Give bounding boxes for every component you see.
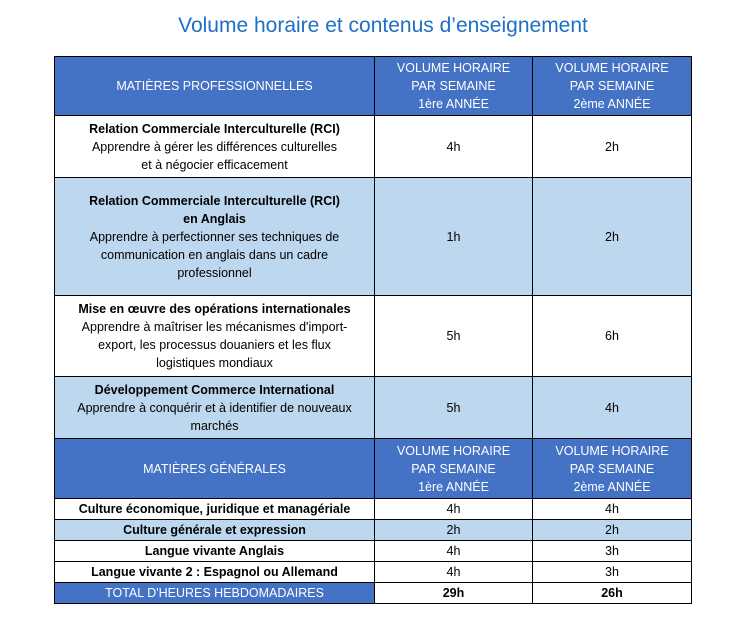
header-line: 2ème ANNÉE [573,479,651,494]
hours-year1: 1h [375,178,533,296]
subject-name: Culture économique, juridique et managériale [55,499,375,520]
header-row-professional [55,57,692,116]
header-line: VOLUME HORAIRE [555,443,669,458]
subject-name: Langue vivante 2 : Espagnol ou Allemand [55,562,375,583]
header-line: PAR SEMAINE [569,79,655,93]
subject-description: marchés [190,418,239,433]
subject-description: et à négocier efficacement [141,157,288,172]
subject-description: Apprendre à perfectionner ses techniques de [89,229,340,244]
subject-description: communication en anglais dans un cadre [100,247,329,262]
header-general-subjects: MATIÈRES GÉNÉRALES [55,439,375,499]
header-volume-year1 [375,439,533,499]
page-title: Volume horaire et contenus d’enseignement [178,14,588,37]
hours-year2: 4h [533,377,692,439]
header-volume-year2 [533,57,692,116]
header-line: PAR SEMAINE [411,79,496,93]
header-volume-year1 [375,57,533,116]
hours-year2: 3h [533,562,692,583]
header-professional-subjects: MATIÈRES PROFESSIONNELLES [55,57,375,116]
subject-cell [55,377,375,439]
subject-cell [55,296,375,377]
table-row [55,377,692,439]
header-line: VOLUME HORAIRE [555,61,669,75]
subject-cell [55,178,375,296]
header-line: VOLUME HORAIRE [396,443,511,458]
total-year1: 29h [375,583,533,604]
hours-year2: 2h [533,178,692,296]
hours-year1: 5h [375,377,533,439]
subject-name: en Anglais [183,211,246,226]
hours-year1: 4h [375,499,533,520]
header-line: PAR SEMAINE [411,461,496,476]
table-row [55,499,692,520]
total-label: TOTAL D'HEURES HEBDOMADAIRES [55,583,375,604]
schedule-table [54,56,692,604]
hours-year2: 2h [533,116,692,178]
header-line: 2ème ANNÉE [573,97,651,111]
subject-description: Apprendre à gérer les différences culturelles [91,139,338,154]
header-volume-year2 [533,439,692,499]
hours-year2: 6h [533,296,692,377]
table-row [55,116,692,178]
table-row [55,296,692,377]
hours-year2: 3h [533,541,692,562]
subject-description: logistiques mondiaux [156,356,273,370]
hours-year2: 2h [533,520,692,541]
subject-cell [55,116,375,178]
subject-description: Apprendre à conquérir et à identifier de nouveaux [77,400,352,415]
subject-name: Développement Commerce International [94,382,335,397]
header-row-general [55,439,692,499]
subject-description: professionnel [177,265,252,280]
subject-name: Culture générale et expression [55,520,375,541]
subject-name: Relation Commerciale Interculturelle (RCI) [89,193,340,208]
hours-year1: 4h [375,116,533,178]
hours-year1: 5h [375,296,533,377]
subject-name: Mise en œuvre des opérations internationales [78,302,351,316]
subject-description: Apprendre à maîtriser les mécanismes d'import- [81,320,348,334]
total-year2: 26h [533,583,692,604]
subject-name: Relation Commerciale Interculturelle (RCI) [89,121,340,136]
header-line: 1ère ANNÉE [418,97,489,111]
subject-name: Langue vivante Anglais [55,541,375,562]
header-line: VOLUME HORAIRE [396,61,511,75]
hours-year1: 2h [375,520,533,541]
hours-year1: 4h [375,541,533,562]
table-row [55,178,692,296]
table-row [55,562,692,583]
total-row [55,583,692,604]
table-row [55,520,692,541]
table-row [55,541,692,562]
hours-year2: 4h [533,499,692,520]
header-line: 1ère ANNÉE [418,479,489,494]
header-line: PAR SEMAINE [569,461,655,476]
subject-description: export, les processus douaniers et les flux [98,338,331,352]
hours-year1: 4h [375,562,533,583]
